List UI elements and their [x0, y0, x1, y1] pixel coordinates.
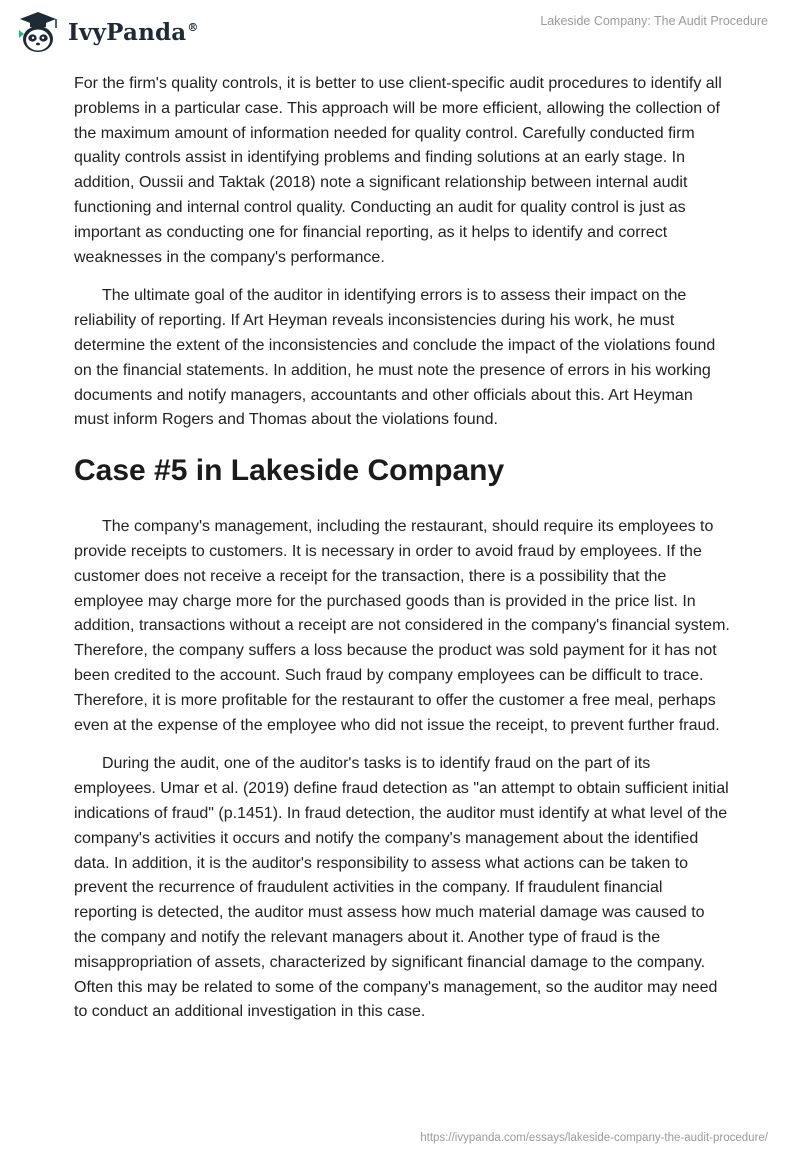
document-title: Lakeside Company: The Audit Procedure: [540, 14, 768, 28]
essay-content: [74, 72, 730, 1039]
paragraph: For the firm's quality controls, it is better to use client-specific audit procedures to identify all problems in a particular case. This approach will be more efficient, allowing the collection of the maximum amount of information needed for quality control. Carefully conducted firm quality controls assist in identifying problems and finding solutions at an early stage. In addition, Oussii and Taktak (2018) note a significant relationship between internal audit functioning and internal control quality. Conducting an audit for quality control is just as important as conducting one for financial reporting, as it helps to identify and correct weaknesses in the company's performance.: [74, 75, 722, 266]
logo[interactable]: [16, 10, 199, 54]
paragraph: The ultimate goal of the auditor in identifying errors is to assess their impact on the reliability of reporting. If Art Heyman reveals inconsistencies during his work, he must determine the extent of the inconsistencies and conclude the impact of the violations found on the financial statements. In addition, he must note the presence of errors in his working documents and notify managers, accountants and other officials about this. Art Heyman must inform Rogers and Thomas about the violations found.: [74, 287, 716, 429]
page-header: [0, 0, 800, 60]
source-url[interactable]: https://ivypanda.com/essays/lakeside-company-the-audit-procedure/: [420, 1132, 768, 1144]
panda-graduation-cap-icon: [16, 10, 60, 54]
section-heading: Case #5 in Lakeside Company: [74, 454, 505, 488]
paragraph: During the audit, one of the auditor's tasks is to identify fraud on the part of its employees. Umar et al. (2019) define fraud detection as "an attempt to obtain sufficient initial indications of fraud" (p.1451). In fraud detection, the auditor must identify at what level of the company's activities it occurs and notify the company's management about the identified data. In addition, it is the auditor's responsibility to assess what actions can be taken to prevent the recurrence of fraudulent activities in the company. If fraudulent financial reporting is detected, the auditor must assess how much material damage was caused to the company and notify the relevant managers about it. Another type of fraud is the misappropriation of assets, characterized by significant financial damage to the company. Often this may be related to some of the company's management, so the auditor may need to conduct an additional investigation in this case.: [74, 755, 729, 1021]
paragraph: The company's management, including the restaurant, should require its employees to provide receipts to customers. It is necessary in order to avoid fraud by employees. If the customer does not receive a receipt for the transaction, there is a possibility that the employee may charge more for the purchased goods than is provided in the price list. In addition, transactions without a receipt are not considered in the company's financial system. Therefore, the company suffers a loss because the product was sold payment for it has not been credited to the account. Such fraud by company employees can be difficult to trace. Therefore, it is more profitable for the restaurant to offer the customer a free meal, perhaps even at the expense of the employee who did not issue the receipt, to prevent further fraud.: [74, 518, 730, 734]
logo-text: IvyPanda®: [68, 18, 199, 46]
